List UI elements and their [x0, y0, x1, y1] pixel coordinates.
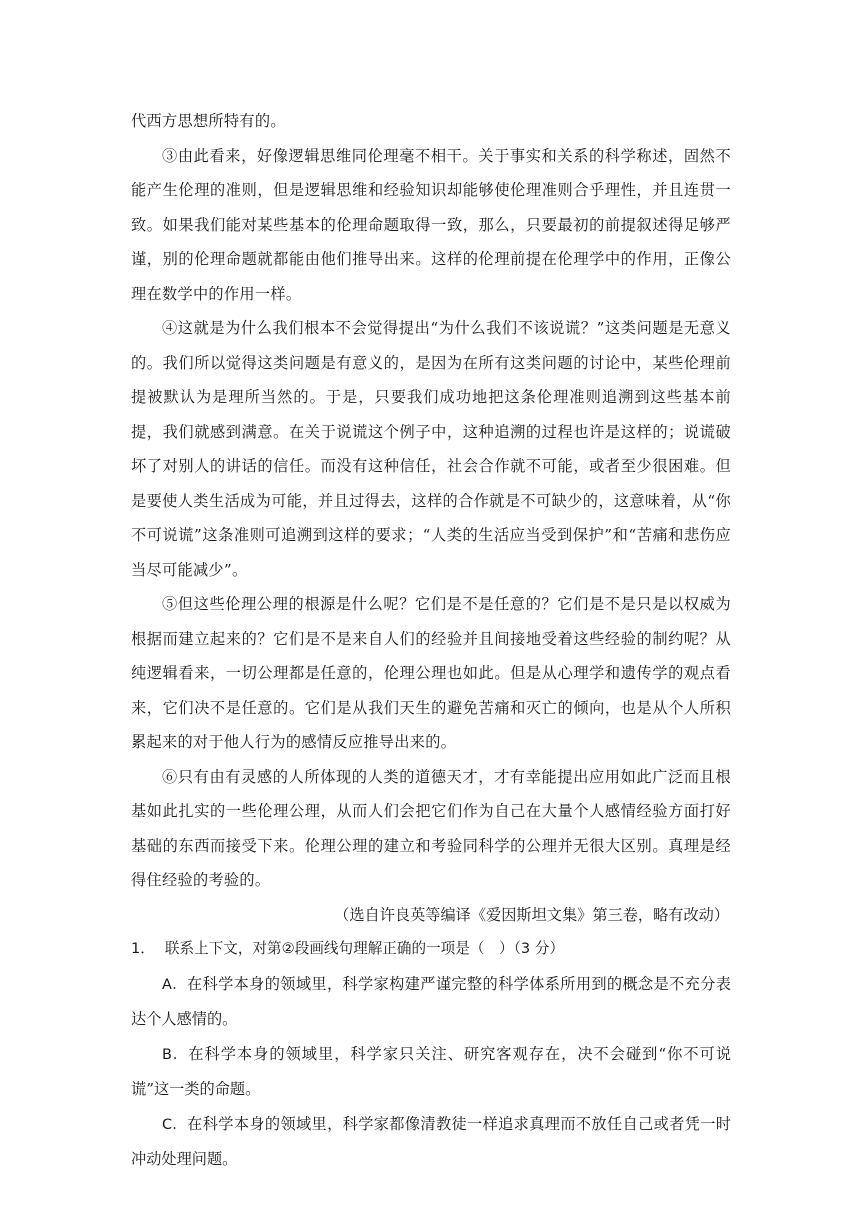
question-text: 联系上下文，对第②段画线句理解正确的一项是（ ）（3 分） — [164, 940, 565, 957]
paragraph-3: ③由此看来，好像逻辑思维同伦理毫不相干。关于事实和关系的科学称述，固然不能产生伦理的准则，但是逻辑思维和经验知识却能够使伦理准则合乎理性，并且连贯一致。如果我们能对某些基本的伦理命题取得一致，那么，只要最初的前提叙述得足够严谨，别的伦理命题就都能由他们推导出来。这样的伦理前提在伦理学中的作用，正像公理在数学中的作用一样。 — [131, 146, 731, 303]
option-a — [131, 967, 731, 1037]
paragraph-6: ⑥只有由有灵感的人所体现的人类的道德天才，才有幸能提出应用如此广泛而且根基如此扎实的一些伦理公理，从而人们会把它们作为自己在大量个人感情经验方面打好基础的东西而接受下来。伦理公理的建立和考验同科学的公理并无很大区别。真理是经得住经验的考验的。 — [131, 767, 731, 889]
source-citation: （选自许良英等编译《爱因斯坦文集》第三卷，略有改动） — [334, 905, 729, 924]
document-page — [131, 104, 731, 1177]
question-1 — [131, 932, 731, 967]
option-text: 在科学本身的领域里，科学家构建严谨完整的科学体系所用到的概念是不充分表达个人感情的。 — [131, 974, 731, 1028]
paragraph-4: ④这就是为什么我们根本不会觉得提出“为什么我们不该说谎？”这类问题是无意义的。我们所以觉得这类问题是有意义的，是因为在所有这类问题的讨论中，某些伦理前提被默认为是理所当然的。于是，只要我们成功地把这条伦理准则追溯到这些基本前提，我们就感到满意。在关于说谎这个例子中，这种追溯的过程也许是这样的；说谎破坏了对别人的讲话的信任。而没有这种信任，社会合作就不可能，或者至少很困难。但是要使人类生活成为可能，并且过得去，这样的合作就是不可缺少的，这意味着，从“你不可说谎”这条准则可追溯到这样的要求；“人类的生活应当受到保护”和“苦痛和悲伤应当尽可能减少”。 — [131, 319, 731, 579]
question-number: 1． — [131, 940, 155, 957]
paragraph-5: ⑤但这些伦理公理的根源是什么呢？它们是不是任意的？它们是不是只是以权威为根据而建立起来的？它们是不是来自人们的经验并且间接地受着这些经验的制约呢？从纯逻辑看来，一切公理都是任意的，伦理公理也如此。但是从心理学和遗传学的观点看来，它们决不是任意的。它们是从我们天生的避免苦痛和灭亡的倾向，也是从个人所积累起来的对于他人行为的感情反应推导出来的。 — [131, 595, 731, 751]
paragraph-2-tail: 代西方思想所特有的。 — [131, 112, 286, 130]
option-c — [131, 1107, 731, 1177]
option-text: 在科学本身的领域里，科学家都像清教徒一样追求真理而不放任自己或者凭一时冲动处理问题。 — [131, 1114, 731, 1168]
option-b — [131, 1037, 731, 1107]
option-letter: C． — [162, 1116, 188, 1133]
option-letter: B． — [162, 1046, 189, 1063]
option-text: 在科学本身的领域里，科学家只关注、研究客观存在，决不会碰到“你不可说谎”这一类的命题。 — [131, 1044, 732, 1098]
option-letter: A． — [162, 976, 187, 993]
